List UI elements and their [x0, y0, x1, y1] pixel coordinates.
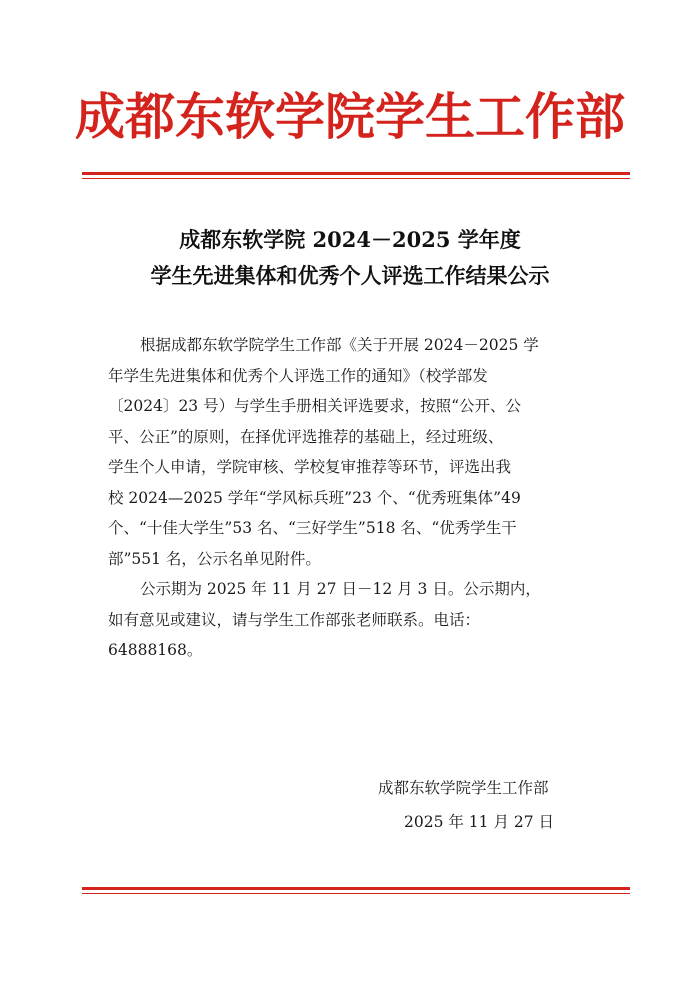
paragraph-1-line: 部”551 名，公示名单见附件。 [108, 549, 321, 568]
paragraph-1-line: 学生个人申请，学院审核、学校复审推荐等环节，评选出我 [108, 458, 512, 476]
paragraph-1-line: 校 2024—2025 学年“学风标兵班”23 个、“优秀班集体”49 [108, 488, 521, 507]
paragraph-1-line: 平、公正”的原则，在择优评选推荐的基础上，经过班级、 [108, 427, 504, 446]
paragraph-1-line: 个、“十佳大学生”53 名、“三好学生”518 名、“优秀学生干 [108, 519, 517, 537]
document-title-line-1: 成都东软学院 2024－2025 学年度 [179, 227, 521, 252]
document-body [108, 330, 592, 666]
paragraph-2-line: 公示期为 2025 年 11 月 27 日－12 月 3 日。公示期内， [140, 580, 541, 598]
footer-red-rule [82, 887, 630, 890]
paragraph-1-line: 〔2024〕23 号）与学生手册相关评选要求，按照“公开、公 [108, 397, 522, 415]
signature-date: 2025 年 11 月 27 日 [404, 813, 555, 831]
document-title-line-2: 学生先进集体和优秀个人评选工作结果公示 [150, 263, 550, 288]
paragraph-2-line: 如有意见或建议，请与学生工作部张老师联系。电话： [108, 610, 481, 629]
paragraph-1-line: 年学生先进集体和优秀个人评选工作的通知》（校学部发 [108, 366, 488, 385]
paragraph-2-line: 64888168。 [108, 641, 203, 659]
masthead-red-rule-thin [82, 178, 630, 179]
masthead-title: 成都东软学院学生工作部 [75, 87, 625, 146]
footer-red-rule-thin [82, 893, 630, 894]
signature-organization: 成都东软学院学生工作部 [378, 779, 549, 797]
masthead-red-rule [82, 172, 630, 175]
paragraph-1-line: 根据成都东软学院学生工作部《关于开展 2024－2025 学 [140, 336, 539, 354]
